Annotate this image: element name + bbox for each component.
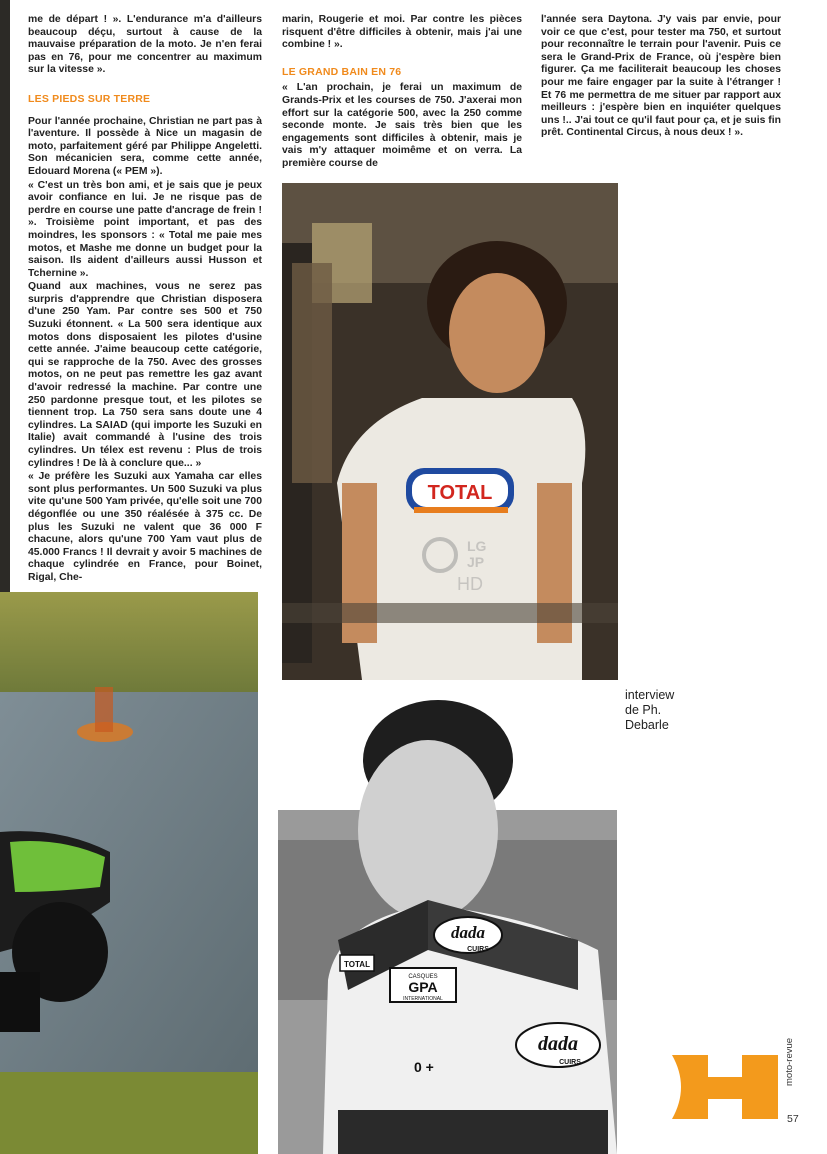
right-text-column	[541, 14, 781, 141]
portrait-bw-photo	[278, 690, 617, 1154]
dada-badge-bottom	[516, 1023, 600, 1067]
left-paragraph-2: « C'est un très bon ami, et je sais que je peux avoir confiance en lui. Je ne risque pas de perdre en course une patte d'ancrage de frein ! ». Troisième point important, et pas des moindres, les sponsors : « Total me paie mes motos, et Mashe me donne un budget pour la saison. Ils aident d'ailleurs aussi Husson et Tchernine ».	[28, 179, 262, 279]
caption-line-1: interview	[625, 688, 675, 702]
magazine-name-vertical	[784, 1037, 798, 1086]
svg-text:TOTAL: TOTAL	[344, 960, 370, 969]
dada-badge-top	[434, 917, 502, 953]
section-heading-pieds: LES PIEDS SUR TERRE	[28, 92, 151, 105]
left-paragraph-1: Pour l'année prochaine, Christian ne part pas à l'aventure. Il possède à Nice un magasin de moto, parfaitement géré par Philippe Angeletti. Son mécanicien sera, comme cette année, Edouard Morena (« PEM »).	[28, 115, 262, 177]
left-intro-paragraph: me de départ ! ». L'endurance m'a d'ailleurs beaucoup déçu, surtout à cause de la mauvaise préparation de la moto. Je n'en ferai pas en 76, pour me concentrer au maximum sur la vitesse ».	[28, 14, 262, 76]
portrait-bw-image	[278, 690, 617, 1154]
middle-intro-paragraph: marin, Rougerie et moi. Par contre les pièces risquent d'être difficiles à obtenir, mais j'ai une combine ! ».	[282, 14, 522, 51]
left-paragraph-3: Quand aux machines, vous ne serez pas surpris d'apprendre que Christian disposera d'une 250 Yam. Par contre ses 500 et 750 Suzuki étonnent. « La 500 sera identique aux motos dons disposaient les pilotes d'usine cette année. J'aime beaucoup cette catégorie, qui se rapproche de la 750. Avec des grosses motos, on ne peut pas remettre les gaz avant d'avoir redressé la machine. Par contre une 250 pardonne presque tout, et les pilotes se tiennent trop. La 750 sera sans doute une 4 cylindres. La SAIAD (qui importe les Suzuki en Italie) avait commandé à l'usine des trois cylindres. Un télex est revenu : Plus de trois cylindres ! De là à conclure que... »	[28, 281, 262, 469]
interview-caption	[625, 688, 715, 733]
total-shirt-logo: TOTAL	[427, 482, 493, 504]
svg-text:CUIRS: CUIRS	[467, 946, 489, 953]
gpa-badge	[390, 968, 456, 1002]
middle-paragraph-1: « L'an prochain, je ferai un maximum de Grands-Prix et les courses de 750. J'axerai mon effort sur la catégorie 500, avec la 250 comme seconde monte. Je sais très bien que les engagements sont difficiles à obtenir, mais je vais m'y attaquer moimême et on verra. La première course de	[282, 82, 522, 169]
caption-line-2: de Ph.	[625, 703, 662, 717]
racing-photo-image	[0, 592, 258, 1154]
section-heading-grand-bain: LE GRAND BAIN EN 76	[282, 65, 402, 78]
portrait-color-photo	[282, 183, 618, 680]
moto-revue-logo	[670, 1047, 780, 1127]
racing-photo	[0, 592, 258, 1154]
middle-text-column	[282, 14, 522, 172]
left-text-column	[28, 14, 262, 586]
svg-text:CASQUES: CASQUES	[408, 974, 438, 980]
svg-text:CUIRS: CUIRS	[559, 1059, 581, 1066]
moto-revue-logo-icon	[670, 1047, 780, 1127]
svg-text:dada: dada	[538, 1033, 578, 1055]
svg-text:JP: JP	[467, 554, 485, 570]
caption-line-3: Debarle	[625, 718, 669, 732]
svg-text:HD: HD	[457, 574, 483, 594]
left-paragraph-4: « Je préfère les Suzuki aux Yamaha car elles sont plus performantes. Un 500 Suzuki va plus vite qu'une 500 Yam privée, qu'elle soit une 700 dégonflée ou une 350 réalésée à 375 cc. De plus les Suzuki ne valent que 36 000 F chacune, alors qu'une 700 Yam vaut plus de 45.000 Francs ! Il devrait y avoir 5 machines de chaque cylindrée en France, pour Boinet, Rigal, Che-	[28, 471, 262, 583]
portrait-color-image	[282, 183, 618, 680]
suit-number: 0 +	[414, 1059, 434, 1075]
right-paragraph-1: l'année sera Daytona. J'y vais par envie, pour voir ce que c'est, pour tester ma 750, et surtout pour reconnaître le terrain pour l'avenir. Puis ce sera le Grand-Prix de France, où j'espère bien figurer. Ça me faciliterait beaucoup les choses pour me faire engager par la suite à l'étranger ! Et 76 me permettra de me situer par rapport aux meilleurs : j'espère bien en inquiéter quelques uns !.. J'ai tout ce qu'il faut pour ça, et je suis fin prêt. Continental Circus, à nous deux ! ».	[541, 14, 781, 139]
magazine-name: moto-revue	[784, 1037, 795, 1086]
svg-text:INTERNATIONAL: INTERNATIONAL	[403, 996, 443, 1002]
svg-text:GPA: GPA	[408, 979, 438, 995]
svg-text:LG: LG	[467, 538, 487, 554]
page-number: 57	[787, 1113, 799, 1125]
svg-text:dada: dada	[451, 923, 485, 942]
total-chest-badge	[340, 955, 374, 971]
